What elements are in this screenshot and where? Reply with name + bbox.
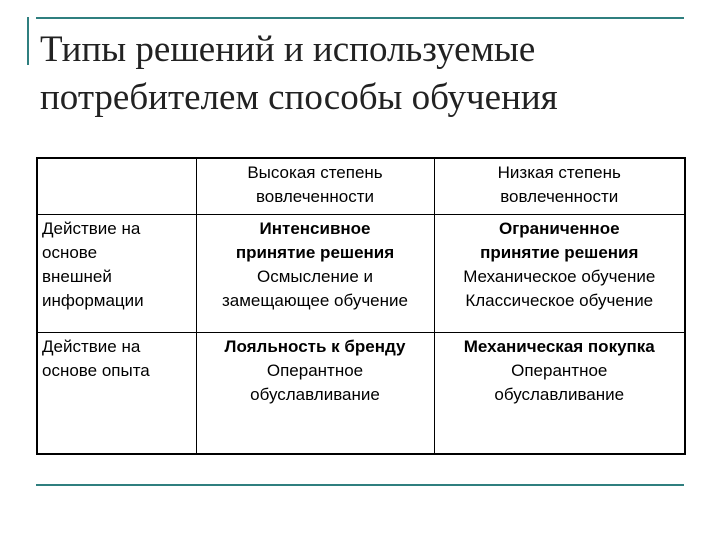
header-high-involvement	[196, 158, 434, 214]
header-low-line-1: Низкая степень	[497, 163, 621, 182]
table-row-experience	[37, 332, 685, 454]
cell-limited-decision	[434, 214, 685, 332]
row-label-line: Действие на	[42, 336, 141, 356]
cell-text-line: обуславливание	[494, 384, 625, 404]
decor-line-left	[27, 17, 29, 65]
slide-title	[40, 26, 680, 122]
cell-intensive-decision	[196, 214, 434, 332]
cell-bold-line: принятие решения	[480, 242, 639, 262]
cell-bold-line: принятие решения	[235, 242, 395, 262]
cell-bold-line: Механическая покупка	[463, 336, 655, 356]
header-high-line-2: вовлеченности	[255, 187, 375, 206]
cell-text-line: обуславливание	[250, 384, 380, 404]
row-label-line: Действие на	[42, 218, 141, 238]
header-low-involvement	[434, 158, 685, 214]
table-header-row	[37, 158, 685, 214]
decor-line-bottom	[36, 484, 684, 486]
cell-text-line: замещающее обучение	[222, 290, 408, 310]
cell-text-line: Оперантное	[266, 360, 364, 380]
cell-routine-purchase	[434, 332, 685, 454]
row-label-external-info	[37, 214, 196, 332]
row-label-line: основе опыта	[42, 360, 150, 380]
cell-bold-line: Ограниченное	[498, 218, 620, 238]
cell-brand-loyalty	[196, 332, 434, 454]
cell-text-line: Механическое обучение	[463, 266, 656, 286]
cell-bold-line: Лояльность к бренду	[224, 336, 406, 356]
table-row-external-info	[37, 214, 685, 332]
row-label-line: основе	[42, 242, 98, 262]
row-label-experience	[37, 332, 196, 454]
decision-types-table	[36, 157, 686, 455]
header-low-line-2: вовлеченности	[500, 187, 619, 206]
cell-text-line: Осмысление и	[256, 266, 374, 286]
slide-title-line-1: Типы решений и используемые	[40, 29, 536, 70]
cell-text-line: Оперантное	[511, 360, 608, 380]
decor-line-top	[36, 17, 684, 19]
row-label-line: внешней	[42, 266, 112, 286]
slide-title-line-2: потребителем способы обучения	[40, 77, 558, 118]
cell-bold-line: Интенсивное	[259, 218, 371, 238]
header-high-line-1: Высокая степень	[247, 163, 383, 182]
table-corner-cell	[37, 158, 196, 214]
row-label-line: информации	[42, 290, 144, 310]
cell-text-line: Классическое обучение	[465, 290, 654, 310]
